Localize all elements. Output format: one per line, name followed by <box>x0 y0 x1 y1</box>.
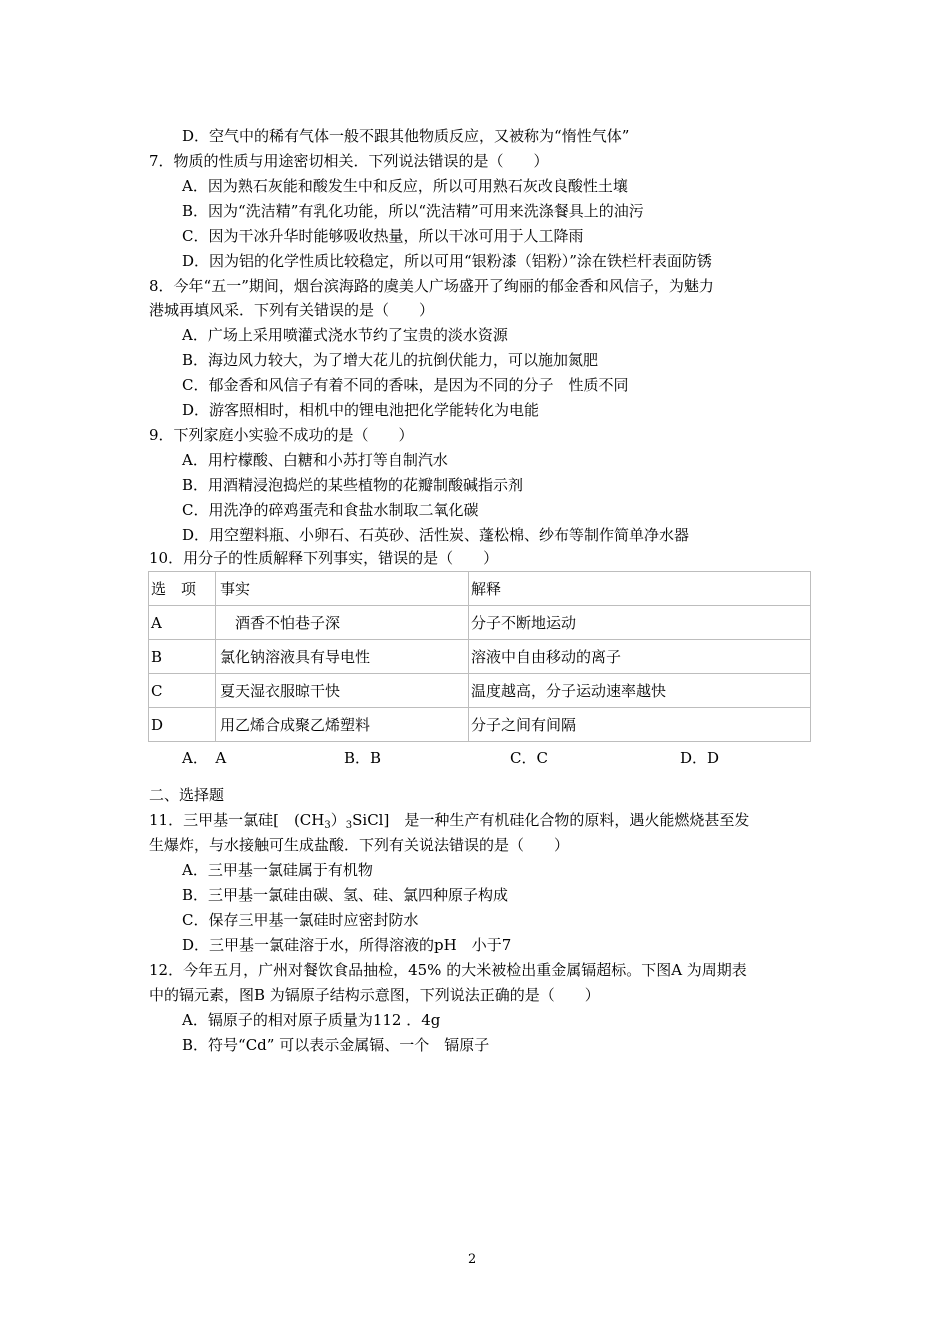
table-cell: B <box>149 640 216 674</box>
table-cell: C <box>149 674 216 708</box>
table-cell: 分子不断地运动 <box>469 606 811 640</box>
table-row <box>149 606 811 640</box>
q12-stem-line1: 12．今年五月，广州对餐饮食品抽检，45% 的大米被检出重金属镉超标。下图A 为周期表 <box>149 961 747 979</box>
q8-option-d: D．游客照相时，相机中的锂电池把化学能转化为电能 <box>182 401 540 419</box>
table-cell: D <box>149 708 216 742</box>
q9-option-d: D．用空塑料瓶、小卵石、石英砂、活性炭、蓬松棉、纱布等制作简单净水器 <box>182 526 690 544</box>
q9-stem: 9．下列家庭小实验不成功的是（ ） <box>149 426 414 444</box>
section-heading: 二、选择题 <box>149 786 225 804</box>
table-row <box>149 640 811 674</box>
q11-stem-part: SiCl] 是一种生产有机硅化合物的原料，遇火能燃烧甚至发 <box>352 811 750 829</box>
table-cell: 温度越高，分子运动速率越快 <box>469 674 811 708</box>
q8-option-c: C．郁金香和风信子有着不同的香味，是因为不同的分子 性质不同 <box>182 376 629 394</box>
q10-choice-a: A． A <box>182 749 227 767</box>
q11-stem-part: ） <box>330 811 346 829</box>
q12-option-b: B．符号“Cd” 可以表示金属镉、一个 镉原子 <box>182 1036 490 1054</box>
q8-stem-line2: 港城再填风采．下列有关错误的是（ ） <box>149 301 435 319</box>
q11-option-c: C．保存三甲基一氯硅时应密封防水 <box>182 911 419 929</box>
q8-option-a: A．广场上采用喷灌式浇水节约了宝贵的淡水资源 <box>182 326 508 344</box>
q11-stem-line2: 生爆炸，与水接触可生成盐酸．下列有关说法错误的是（ ） <box>149 836 570 854</box>
q6-option-d: D．空气中的稀有气体一般不跟其他物质反应，又被称为“惰性气体” <box>182 127 630 145</box>
q9-option-b: B．用酒精浸泡捣烂的某些植物的花瓣制酸碱指示剂 <box>182 476 524 494</box>
q7-stem: 7．物质的性质与用途密切相关．下列说法错误的是（ ） <box>149 152 549 170</box>
table-cell: 酒香不怕巷子深 <box>216 606 469 640</box>
table-header-cell: 事实 <box>216 572 469 606</box>
q7-option-b: B．因为“洗洁精”有乳化功能，所以“洗洁精”可用来洗涤餐具上的油污 <box>182 202 644 220</box>
q9-option-a: A．用柠檬酸、白糖和小苏打等自制汽水 <box>182 451 448 469</box>
q9-option-c: C．用洗净的碎鸡蛋壳和食盐水制取二氧化碳 <box>182 501 479 519</box>
q10-choice-c: C．C <box>510 749 548 767</box>
q7-option-a: A．因为熟石灰能和酸发生中和反应，所以可用熟石灰改良酸性土壤 <box>182 177 628 195</box>
table-header-cell: 选 项 <box>149 572 216 606</box>
q10-table <box>148 571 811 742</box>
q10-stem: 10．用分子的性质解释下列事实，错误的是（ ） <box>149 549 499 567</box>
table-cell: 夏天湿衣服晾干快 <box>216 674 469 708</box>
table-cell: 用乙烯合成聚乙烯塑料 <box>216 708 469 742</box>
q12-stem-line2: 中的镉元素，图B 为镉原子结构示意图，下列说法正确的是（ ） <box>149 986 600 1004</box>
page-number: 2 <box>468 1252 477 1267</box>
q11-stem-part: 11．三甲基一氯硅[ (CH <box>149 811 325 829</box>
q7-option-d: D．因为铝的化学性质比较稳定，所以可用“银粉漆（铝粉）”涂在铁栏杆表面防锈 <box>182 252 712 270</box>
q8-stem-line1: 8．今年“五一”期间，烟台滨海路的虞美人广场盛开了绚丽的郁金香和风信子，为魅力 <box>149 277 714 295</box>
q10-choice-d: D．D <box>680 749 720 767</box>
q11-option-b: B．三甲基一氯硅由碳、氢、硅、氯四种原子构成 <box>182 886 509 904</box>
q11-option-d: D．三甲基一氯硅溶于水，所得溶液的pH 小于7 <box>182 936 512 954</box>
q11-stem-line1 <box>149 810 749 836</box>
table-header-row <box>149 572 811 606</box>
q10-choice-b: B．B <box>344 749 382 767</box>
table-row <box>149 708 811 742</box>
subscript: 3 <box>345 820 353 831</box>
q7-option-c: C．因为干冰升华时能够吸收热量，所以干冰可用于人工降雨 <box>182 227 584 245</box>
subscript: 3 <box>324 820 331 831</box>
q12-option-a: A．镉原子的相对原子质量为112 ．4g <box>182 1011 441 1029</box>
q8-option-b: B．海边风力较大，为了增大花儿的抗倒伏能力，可以施加氮肥 <box>182 351 599 369</box>
table-cell: 分子之间有间隔 <box>469 708 811 742</box>
table-cell: A <box>149 606 216 640</box>
q11-option-a: A．三甲基一氯硅属于有机物 <box>182 861 373 879</box>
table-header-cell: 解释 <box>469 572 811 606</box>
table-row <box>149 674 811 708</box>
table-cell: 溶液中自由移动的离子 <box>469 640 811 674</box>
table-cell: 氯化钠溶液具有导电性 <box>216 640 469 674</box>
